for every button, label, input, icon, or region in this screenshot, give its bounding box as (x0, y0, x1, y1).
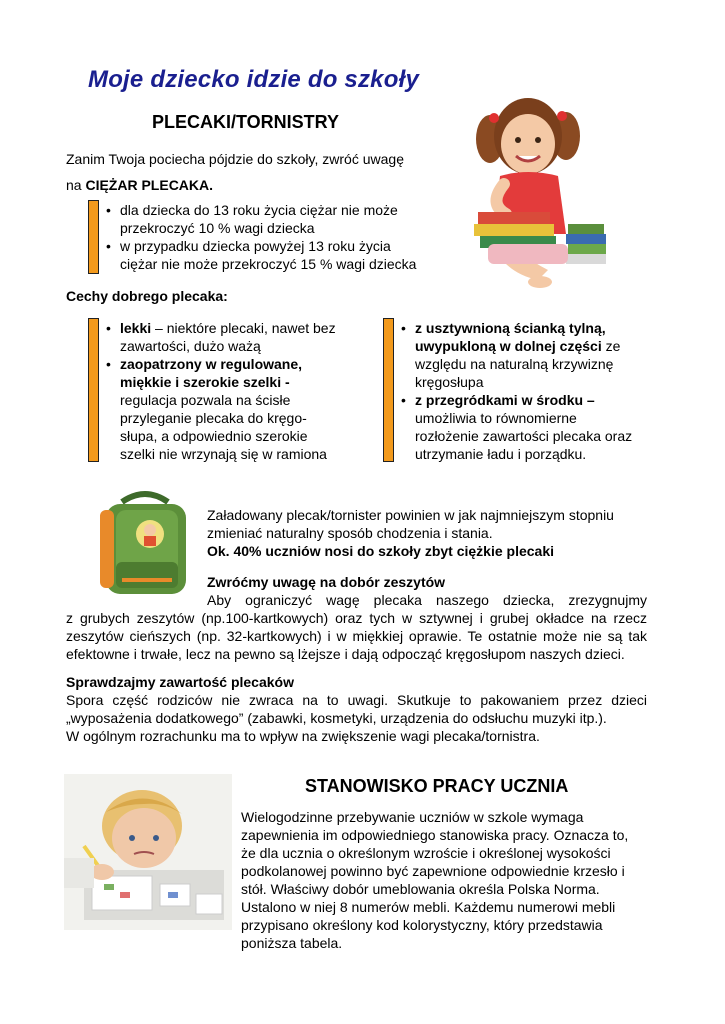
workstation-text: Wielogodzinne przebywanie uczniów w szkole wymaga zapewnienia im odpowiedniego stanowiska pracy. Oznacza to, że dla ucznia o określonym wzroście i określonej wysokości podkolanowej powinno być zapewnione odpowiednie krzesło i stół. Właściwy dobór umeblowania określa Polska Norma. Ustalono w niej 8 numerów mebli. Każdemu numerowi mebli przypisano określony kod kolorystyczny, który przedstawia poniższa tabela. (241, 809, 629, 951)
features-left-list (102, 319, 342, 463)
feature-text: ze względu na naturalną krzywiznę kręgosłupa (415, 338, 621, 390)
notebooks-text: z grubych zeszytów (np.100-kartkowych) oraz tych w sztywnej i grubej okładce na rzecz zeszytów cieńszych (np. 32-kartkowych) i w miękkiej oprawie. Te ostatnie może nie są tak efektowne i trwałe, lecz na pewno są lżejsze i dają odpocząć kręgosłupom naszych dzieci. (66, 610, 647, 662)
girl-with-books-image (448, 84, 608, 302)
accent-bar (383, 318, 394, 462)
check-heading: Sprawdzajmy zawartość plecaków (66, 674, 294, 690)
feature-text: regulacja pozwala na ścisłe przyleganie plecaka do kręgo-słupa, a odpowiednio szerokie szelki nie wrzynają się w ramiona (120, 392, 327, 462)
section-heading-workstation: STANOWISKO PRACY UCZNIA (305, 776, 569, 796)
intro-na: na (66, 177, 86, 193)
boy-studying-image (64, 774, 232, 930)
feature-text: – niektóre plecaki, nawet bez zawartości, dużo ważą (120, 320, 336, 354)
list-item (397, 391, 633, 463)
features-right-list (397, 319, 633, 463)
check-text: Spora część rodziców nie zwraca na to uwagi. Skutkuje to pakowaniem przez dzieci „wyposażenia dodatkowego” (zabawki, kosmetyki, urządzenia do odsłuchu muzyki itp.). (66, 692, 647, 726)
intro-weight-line (66, 176, 446, 194)
feature-bold: lekki (120, 320, 152, 336)
weight-list (102, 201, 424, 273)
feature-text: umożliwia to równomierne rozłożenie zawartości plecaka oraz utrzymanie ładu i porządku. (415, 410, 633, 462)
intro-line: Zanim Twoja pociecha pójdzie do szkoły, zwróć uwagę (66, 151, 404, 167)
list-item: • w przypadku dziecka powyżej 13 roku życia ciężar nie może przekroczyć 15 % wagi dziecka (102, 237, 424, 273)
list-item (397, 319, 633, 391)
section-heading-backpacks: PLECAKI/TORNISTRY (152, 112, 340, 132)
feature-bold: z usztywnioną ścianką tylną, uwypukloną w dolnej części (415, 320, 606, 354)
check-text-2: W ogólnym rozrachunku ma to wpływ na zwiększenie wagi plecaka/tornistra. (66, 728, 540, 744)
intro-bold-weight: CIĘŻAR PLECAKA. (85, 177, 214, 193)
page-title: Moje dziecko idzie do szkoły (88, 66, 420, 93)
accent-bar (88, 200, 99, 274)
intro-text (66, 150, 446, 194)
accent-bar (88, 318, 99, 462)
list-item (102, 319, 342, 355)
feature-bold: zaopatrzony w regulowane, miękkie i szerokie szelki - (120, 356, 303, 390)
list-item (102, 355, 342, 463)
features-heading: Cechy dobrego plecaka: (66, 288, 228, 304)
list-item: • dla dziecka do 13 roku życia ciężar nie może przekroczyć 10 % wagi dziecka (102, 201, 424, 237)
backpack-text: Załadowany plecak/tornister powinien w jak najmniejszym stopniu zmieniać naturalny sposób chodzenia i stania. (207, 507, 614, 541)
feature-bold: z przegródkami w środku – (415, 392, 595, 408)
backpack-image (92, 488, 198, 600)
notebooks-heading: Zwróćmy uwagę na dobór zeszytów (207, 574, 446, 590)
statistic-text: Ok. 40% uczniów nosi do szkoły zbyt ciężkie plecaki (207, 543, 555, 559)
backpack-paragraph (207, 506, 637, 560)
notebooks-first-line: Aby ograniczyć wagę plecaka naszego dziecka, zrezygnujmy (207, 592, 647, 608)
